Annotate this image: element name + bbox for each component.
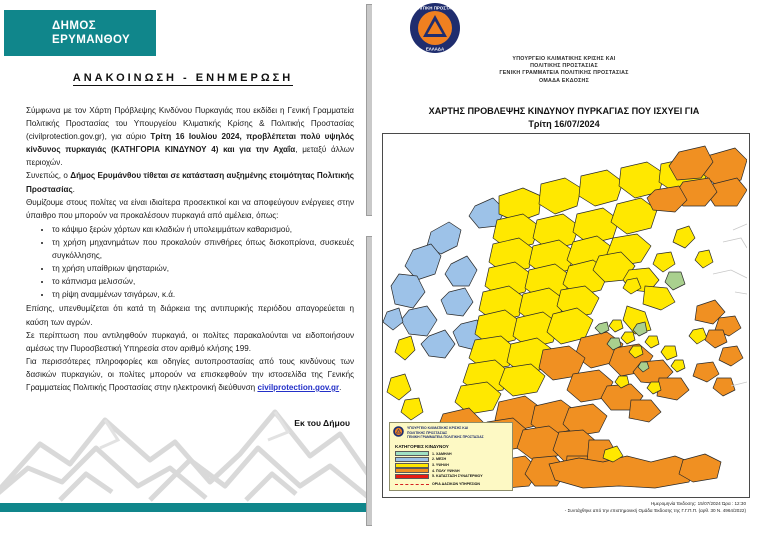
mountains-watermark <box>0 382 372 502</box>
hazard-bullet-list <box>26 223 354 302</box>
list-item: • τη χρήση υπαίθριων ψησταριών, <box>52 262 354 275</box>
ministry-line-3: ΓΕΝΙΚΗ ΓΡΑΜΜΑΤΕΙΑ ΠΟΛΙΤΙΚΗΣ ΠΡΟΣΤΑΣΙΑΣ <box>499 70 629 77</box>
paragraph-4: Επίσης, υπενθυμίζεται ότι κατά τη διάρκεια της αντιπυρικής περιόδου απαγορεύεται η καύση των αγρών. <box>26 304 354 327</box>
ministry-line-2: ΠΟΛΙΤΙΚΗΣ ΠΡΟΣΤΑΣΙΑΣ <box>530 63 598 70</box>
list-item: • τη ρίψη αναμμένων τσιγάρων, κ.ά. <box>52 288 354 301</box>
paragraph-6-part-c: . <box>339 382 342 392</box>
map-canvas[interactable] <box>382 133 750 498</box>
list-item: • το κάψιμο ξερών χόρτων και κλαδιών ή υπολειμμάτων καθαρισμού, <box>52 223 354 236</box>
legend-label-medium: 2. ΜΕΣΗ <box>432 457 447 462</box>
fire-risk-map-document <box>372 0 756 527</box>
legend-header-line-1: ΥΠΟΥΡΓΕΙΟ ΚΛΙΜΑΤΙΚΗΣ ΚΡΙΣΗΣ ΚΑΙ <box>407 426 469 431</box>
list-item: • το κάπνισμα μελισσών, <box>52 275 354 288</box>
map-title <box>372 105 756 131</box>
municipality-header-badge <box>4 10 156 56</box>
map-title-line-2: Τρίτη 16/07/2024 <box>528 119 600 129</box>
ministry-line-4: ΟΜΑΔΑ ΕΚΔΟΣΗΣ <box>538 77 590 84</box>
legend-label-low: 1. ΧΑΜΗΛΗ <box>432 451 452 456</box>
legend-header-text <box>407 426 484 440</box>
civilprotection-link[interactable]: civilprotection.gov.gr <box>257 382 340 392</box>
announcement-document-pane[interactable] <box>0 0 372 538</box>
civil-protection-emblem-icon <box>409 2 461 54</box>
mountains-svg <box>0 382 372 502</box>
paragraph-2-part-b: Δήμος Ερυμάνθου τίθεται σε κατάσταση αυξημένης ετοιμότητας Πολιτικής Προστασίας <box>26 171 354 194</box>
map-issue-datetime: Ημερομηνία Έκδοσης: 15/07/2024 Ώρα : 12:30 <box>650 501 746 506</box>
paragraph-1-part-c: , μεταξύ άλλων περιοχών. <box>26 145 354 168</box>
legend-header-line-2: ΠΟΛΙΤΙΚΗΣ ΠΡΟΣΤΑΣΙΑΣ <box>407 430 448 435</box>
paragraph-6 <box>26 355 354 394</box>
paragraph-2 <box>26 169 354 195</box>
map-bottom-strip <box>372 518 756 527</box>
fire-risk-map-pane[interactable] <box>372 0 756 538</box>
legend-label-very-high: 4. ΠΟΛΥ ΥΨΗΛΗ <box>432 468 460 473</box>
legend-swatch-high <box>395 463 429 468</box>
svg-text:ΠΟΛΙΤΙΚΗ ΠΡΟΣΤΑΣΙΑ: ΠΟΛΙΤΙΚΗ ΠΡΟΣΤΑΣΙΑ <box>411 5 459 11</box>
paragraph-2-part-c: . <box>72 184 75 194</box>
civil-protection-svg <box>409 2 461 54</box>
legend-boundary-row <box>395 482 509 486</box>
announcement-title-text: ΑΝΑΚΟΙΝΩΣΗ - ΕΝΗΜΕΡΩΣΗ <box>72 72 294 84</box>
municipality-line-2: ΕΡΥΜΑΝΘΟΥ <box>52 34 131 46</box>
legend-swatch-alert <box>395 474 429 479</box>
map-author-note: - Συντάχθηκε από την επιστημονική Ομάδα Έκδοσης της Γ.Γ.Π.Π. (αρθ. 30 Ν. 4964/2022) <box>564 508 746 513</box>
list-item: • τη χρήση μηχανημάτων που προκαλούν σπινθήρες όπως δισκοπρίονα, συσκευές συγκόλλησης, <box>52 236 354 262</box>
legend-label-alert: 5. ΚΑΤΑΣΤΑΣΗ ΣΥΝΑΓΕΡΜΟΥ <box>432 474 483 479</box>
svg-text:ΕΛΛΑΔΑ: ΕΛΛΑΔΑ <box>425 46 445 52</box>
paragraph-3: Θυμίζουμε στους πολίτες να είναι ιδιαίτερα προσεκτικοί και να αποφεύγουν ενέργειες στην ύπαιθρο που μπορούν να προκαλέσουν πυρκαγιά από αμέλεια, όπως: <box>26 197 354 220</box>
legend-header <box>393 426 509 440</box>
signature-line: Εκ του Δήμου <box>294 418 350 428</box>
paragraph-1-part-b: Τρίτη 16 Ιουλίου 2024, προβλέπεται πολύ υψηλός κίνδυνος πυρκαγιάς (ΚΑΤΗΓΟΡΙΑ ΚΙΝΔΥΝΟΥ 4) και για την Αχαΐα <box>26 132 354 155</box>
legend-swatch-medium <box>395 457 429 462</box>
paragraph-6-part-a: Για περισσότερες πληροφορίες και οδηγίες αυτοπροστασίας από τους κινδύνους των δασικών πυρκαγιών, οι πολίτες μπορούν να επισκεφθούν την ιστοσελίδα της Γενικής Γραμματείας Πολιτικής Προστασίας στην ηλεκτρονική διεύθυνση <box>26 356 354 392</box>
footer-accent-bar <box>0 503 372 512</box>
paragraph-1 <box>26 104 354 169</box>
paragraph-1-part-a: Σύμφωνα με τον Χάρτη Πρόβλεψης Κινδύνου Πυρκαγιάς που εκδίδει η Γενική Γραμματεία Πολιτικής Προστασίας του Υπουργείου Κλιματικής Κρίσης & Πολιτικής Προστασίας (civilprotection.gov.gr), για αύριο <box>26 106 354 142</box>
municipality-line-1: ΔΗΜΟΣ <box>52 20 96 32</box>
forest-boundary-line-icon <box>395 484 429 485</box>
legend-swatch-very-high <box>395 468 429 473</box>
legend-header-line-3: ΓΕΝΙΚΗ ΓΡΑΜΜΑΤΕΙΑ ΠΟΛΙΤΙΚΗΣ ΠΡΟΣΤΑΣΙΑΣ <box>407 435 484 440</box>
legend-label-high: 3. ΥΨΗΛΗ <box>432 463 449 468</box>
legend-swatch-low <box>395 451 429 456</box>
announcement-sheet <box>0 0 372 520</box>
legend-item-5 <box>395 473 509 479</box>
map-title-line-1: ΧΑΡΤΗΣ ΠΡΟΒΛΕΨΗΣ ΚΙΝΔΥΝΟΥ ΠΥΡΚΑΓΙΑΣ ΠΟΥ ΙΣΧΥΕΙ ΓΙΑ <box>428 106 700 116</box>
map-legend <box>389 422 513 491</box>
ministry-line-1: ΥΠΟΥΡΓΕΙΟ ΚΛΙΜΑΤΙΚΗΣ ΚΡΙΣΗΣ ΚΑΙ <box>512 56 616 62</box>
legend-label-boundary: ΟΡΙΑ ΔΑΣΙΚΩΝ ΥΠΗΡΕΣΙΩΝ <box>432 482 481 486</box>
map-footer <box>382 500 746 514</box>
paragraph-2-part-a: Συνεπώς, ο <box>26 171 71 181</box>
legend-emblem-icon <box>393 426 404 437</box>
paragraph-5: Σε περίπτωση που αντιληφθούν πυρκαγιά, οι πολίτες παρακαλούνται να ειδοποιήσουν αμέσως την Πυροσβεστική Υπηρεσία στον αριθμό κλήσης 199. <box>26 330 354 353</box>
ministry-header-text <box>372 56 756 85</box>
announcement-body <box>26 104 354 394</box>
legend-title: ΚΑΤΗΓΟΡΙΕΣ ΚΙΝΔΥΝΟΥ <box>395 444 449 450</box>
announcement-title <box>0 72 366 84</box>
